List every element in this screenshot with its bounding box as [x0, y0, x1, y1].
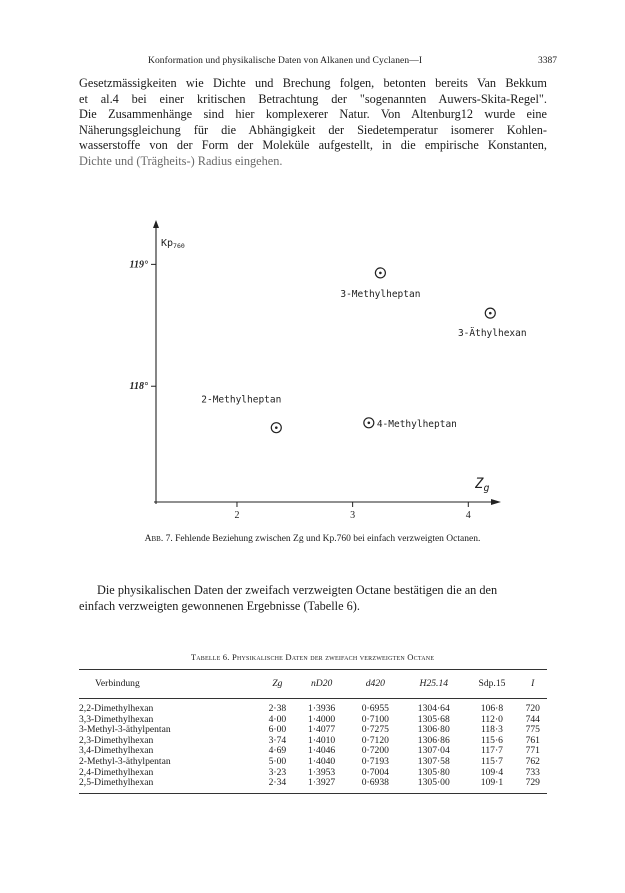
- table-header-row: [79, 670, 547, 699]
- x-tick-label: 4: [465, 510, 471, 521]
- data-point-dot: [368, 421, 371, 424]
- cell-compound: 2,5-Dimethylhexan: [79, 778, 260, 793]
- cell-sdp: 115·6: [480, 734, 503, 746]
- cell-density: 0·7200: [361, 745, 389, 757]
- cell-compound: 3,3-Dimethylhexan: [79, 713, 154, 725]
- cell-h: 1307·58: [417, 755, 450, 767]
- cell-h: 1304·64: [417, 703, 450, 714]
- cell-zg: 5·00: [268, 755, 287, 767]
- running-header: [0, 56, 625, 70]
- data-point-label: 2-Methylheptan: [201, 394, 282, 406]
- data-point-dot: [489, 312, 492, 315]
- cell-h: 1307·04: [417, 745, 450, 757]
- table-title: Tabelle 6. Physikalische Daten der zweifach verzweigten Octane: [190, 652, 435, 662]
- cell-nd: 1·3927: [295, 778, 349, 793]
- table-row: [79, 699, 547, 715]
- column-header-i: I: [519, 670, 547, 699]
- results-paragraph: [79, 583, 547, 614]
- cell-nd: 1·4046: [308, 745, 336, 757]
- page-number: 3387: [538, 56, 557, 66]
- cell-i: 720: [525, 703, 540, 714]
- cell-density: 0·7100: [361, 713, 389, 725]
- column-header-h: H25.14: [402, 670, 465, 699]
- intro-line: Näherungsgleichung für die Abhängigkeit der Siedetemperatur isomerer Kohlen-: [79, 122, 547, 137]
- column-header-nd: nD20: [295, 670, 349, 699]
- cell-nd: 1·4010: [308, 734, 336, 746]
- chart-axes: [153, 220, 501, 505]
- column-header-compound: Verbindung: [79, 670, 260, 699]
- cell-nd: 1·4077: [308, 724, 336, 736]
- paragraph-line: Die physikalischen Daten der zweifach verzweigten Octane bestätigen die an den: [97, 583, 498, 597]
- x-axis-label: $Z_g$: [475, 476, 490, 494]
- intro-line: Die Zusammenhänge sind hier komplexerer Natur. Von Altenburg12 wurde eine: [79, 107, 547, 122]
- data-point-label: 3-Äthylhexan: [457, 328, 527, 340]
- x-axis-arrow: [491, 499, 501, 505]
- running-title: Konformation und physikalische Daten von Alkanen und Cyclanen—I: [148, 56, 423, 66]
- cell-compound: 3-Methyl-3-äthylpentan: [79, 724, 171, 736]
- cell-i: 729: [519, 778, 547, 793]
- intro-paragraph: [79, 76, 547, 170]
- cell-compound: 2-Methyl-3-äthylpentan: [79, 755, 171, 767]
- cell-zg: 3·74: [268, 734, 287, 746]
- cell-h: 1305·00: [402, 778, 465, 793]
- y-tick-label: 119°: [129, 259, 148, 271]
- chart-points: [201, 268, 526, 433]
- intro-line: Dichte und (Trägheits-) Radius eingehen.: [79, 153, 283, 168]
- table-row: [79, 757, 547, 768]
- cell-i: 744: [525, 713, 540, 725]
- cell-i: 771: [525, 745, 540, 757]
- figure-7-scatter: [129, 210, 527, 530]
- intro-line: Gesetzmässigkeiten wie Dichte und Brechung folgen, betonten bereits Van Bekkum: [79, 76, 547, 90]
- table-body: [79, 699, 547, 794]
- cell-h: 1306·80: [417, 724, 450, 736]
- cell-h: 1306·86: [417, 734, 450, 746]
- y-tick-label: 118°: [129, 381, 148, 393]
- column-header-density: d420: [349, 670, 403, 699]
- cell-h: 1305·68: [417, 713, 450, 725]
- cell-density: 0·7004: [361, 766, 389, 778]
- x-tick-label: 2: [234, 510, 240, 521]
- cell-density: 0·7275: [361, 724, 389, 736]
- cell-nd: 1·4000: [308, 713, 336, 725]
- cell-i: 762: [525, 755, 540, 767]
- x-tick-label: 3: [350, 510, 356, 521]
- cell-nd: 1·4040: [308, 755, 336, 767]
- data-point-dot: [379, 272, 382, 275]
- cell-sdp: 109·4: [480, 766, 504, 778]
- column-header-sdp: Sdp.15: [465, 670, 518, 699]
- cell-zg: 3·23: [268, 766, 287, 778]
- cell-sdp: 117·7: [480, 745, 503, 757]
- cell-nd: 1·3953: [308, 766, 336, 778]
- figure-caption-prefix: Abb.: [144, 534, 164, 544]
- y-axis-arrow: [153, 220, 159, 228]
- cell-zg: 2·38: [268, 703, 287, 714]
- cell-compound: 2,4-Dimethylhexan: [79, 766, 154, 778]
- figure-caption: [0, 534, 625, 544]
- cell-zg: 4·00: [268, 713, 287, 725]
- cell-compound: 2,2-Dimethylhexan: [79, 703, 154, 714]
- cell-density: 0·6938: [349, 778, 403, 793]
- data-table: [79, 669, 547, 794]
- cell-density: 0·7193: [361, 755, 389, 767]
- intro-line: et al.4 bei einer kritischen Betrachtung der "sogenannten Auwers-Skita-Regel".: [79, 91, 547, 106]
- cell-density: 0·6955: [361, 703, 389, 714]
- cell-density: 0·7120: [361, 734, 389, 746]
- cell-sdp: 115·7: [480, 755, 503, 767]
- cell-i: 733: [525, 766, 540, 778]
- figure-caption-text: 7. Fehlende Beziehung zwischen Zg und Kp.760 bei einfach verzweigten Octanen.: [165, 534, 481, 544]
- cell-nd: 1·3936: [308, 703, 336, 714]
- cell-compound: 2,3-Dimethylhexan: [79, 734, 154, 746]
- cell-sdp: 118·3: [480, 724, 503, 736]
- paragraph-line: einfach verzweigten gewonnenen Ergebnisse (Tabelle 6).: [79, 598, 360, 613]
- intro-line: wasserstoffe von der Form der Moleküle aufgestellt, in die empirische Konstanten,: [79, 138, 547, 153]
- data-point-label: 3-Methylheptan: [340, 288, 421, 300]
- data-point-label: 4-Methylheptan: [376, 418, 457, 430]
- cell-zg: 4·69: [268, 745, 287, 757]
- cell-zg: 6·00: [268, 724, 287, 736]
- cell-compound: 3,4-Dimethylhexan: [79, 745, 154, 757]
- cell-sdp: 112·0: [480, 713, 503, 725]
- cell-i: 761: [525, 734, 540, 746]
- data-point-dot: [275, 426, 278, 429]
- cell-sdp: 106·8: [480, 703, 504, 714]
- cell-h: 1305·80: [417, 766, 450, 778]
- y-axis-label: $Kp_{760}$: [161, 238, 185, 250]
- cell-i: 775: [525, 724, 540, 736]
- table-row: [79, 778, 547, 793]
- column-header-zg: Zg: [260, 670, 295, 699]
- cell-zg: 2·34: [260, 778, 295, 793]
- cell-sdp: 109·1: [465, 778, 518, 793]
